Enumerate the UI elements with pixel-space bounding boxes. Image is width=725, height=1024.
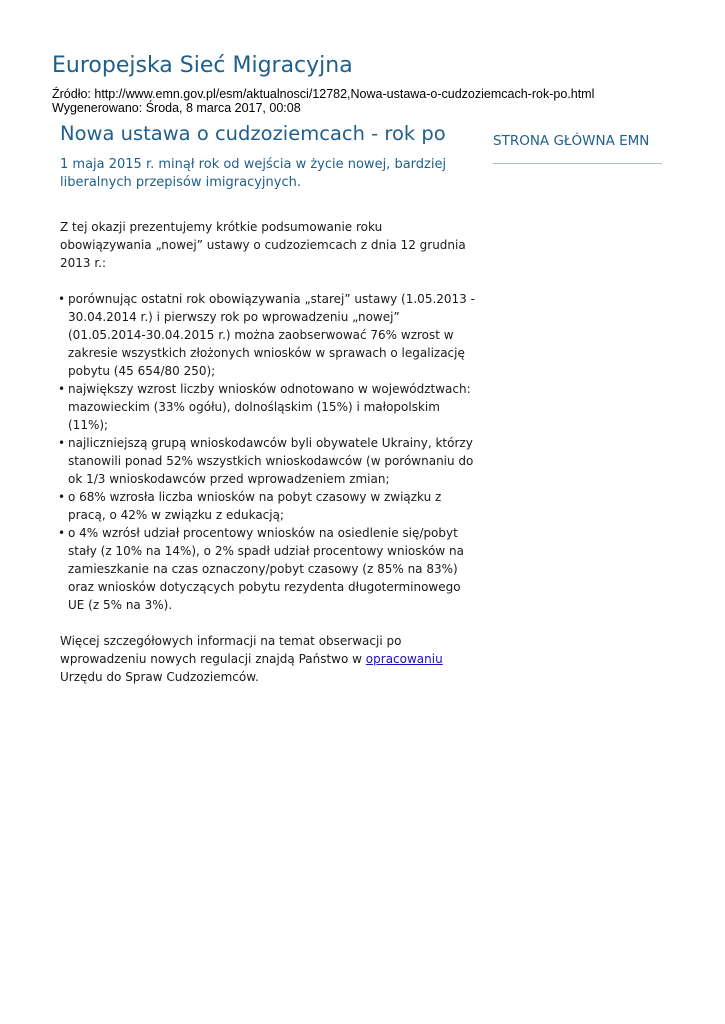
bullet-icon: •: [58, 436, 66, 450]
list-item: [58, 290, 478, 380]
site-title: Europejska Sieć Migracyjna: [52, 53, 353, 78]
bullet-icon: •: [58, 490, 66, 504]
list-item: [58, 524, 478, 614]
list-item: [58, 434, 478, 488]
list-item: [58, 488, 478, 524]
list-item-text: największy wzrost liczby wniosków odnotowano w województwach: mazowieckim (33% ogółu), dolnośląskim (15%) i małopolskim (11%);: [68, 382, 471, 432]
article-title: Nowa ustawa o cudzoziemcach - rok po: [60, 122, 446, 145]
outro-text-before: Więcej szczegółowych informacji na temat obserwacji po wprowadzeniu nowych regulacji znajdą Państwo w: [60, 634, 402, 666]
article-intro: Z tej okazji prezentujemy krótkie podsumowanie roku obowiązywania „nowej” ustawy o cudzoziemcach z dnia 12 grudnia 2013 r.:: [60, 220, 466, 270]
list-item-text: porównując ostatni rok obowiązywania „starej” ustawy (1.05.2013 - 30.04.2014 r.) i pierwszy rok po wprowadzeniu „nowej” (01.05.2014-30.04.2015 r.) można zaobserwować 76% wzrost w zakresie wszystkich złożonych wniosków w sprawach o legalizację pobytu (45 654/80 250);: [68, 292, 475, 378]
article-outro: [60, 632, 475, 686]
bullet-icon: •: [58, 382, 66, 396]
list-item: [58, 380, 478, 434]
outro-text-after: Urzędu do Spraw Cudzoziemców.: [60, 670, 259, 684]
article: [60, 120, 475, 686]
list-item-text: najliczniejszą grupą wnioskodawców byli obywatele Ukrainy, którzy stanowili ponad 52% wszystkich wnioskodawców (w porównaniu do ok 1/3 wnioskodawców przed wprowadzeniem zmian;: [68, 436, 474, 486]
bullet-list: [58, 290, 478, 614]
page-meta: [52, 88, 594, 115]
article-lead: 1 maja 2015 r. minął rok od wejścia w życie nowej, bardziej liberalnych przepisów imigracyjnych.: [60, 157, 447, 190]
home-link[interactable]: STRONA GŁÓWNA EMN: [493, 133, 650, 149]
sidebar-divider: [493, 163, 662, 164]
generated-line: Wygenerowano: Środa, 8 marca 2017, 00:08: [52, 100, 301, 115]
list-item-text: o 68% wzrosła liczba wniosków na pobyt czasowy w związku z pracą, o 42% w związku z edukacją;: [68, 490, 442, 522]
bullet-icon: •: [58, 292, 66, 306]
bullet-icon: •: [58, 526, 66, 540]
list-item-text: o 4% wzrósł udział procentowy wniosków na osiedlenie się/pobyt stały (z 10% na 14%), o 2% spadł udział procentowy wniosków na zamieszkanie na czas oznaczony/pobyt czasowy (z 85% na 83%) oraz wniosków dotyczących pobytu rezydenta długoterminowego UE (z 5% na 3%).: [68, 526, 464, 612]
source-line: Źródło: http://www.emn.gov.pl/esm/aktualnosci/12782,Nowa-ustawa-o-cudzoziemcach-rok-po.html: [52, 87, 595, 101]
report-link[interactable]: opracowaniu: [365, 652, 443, 666]
